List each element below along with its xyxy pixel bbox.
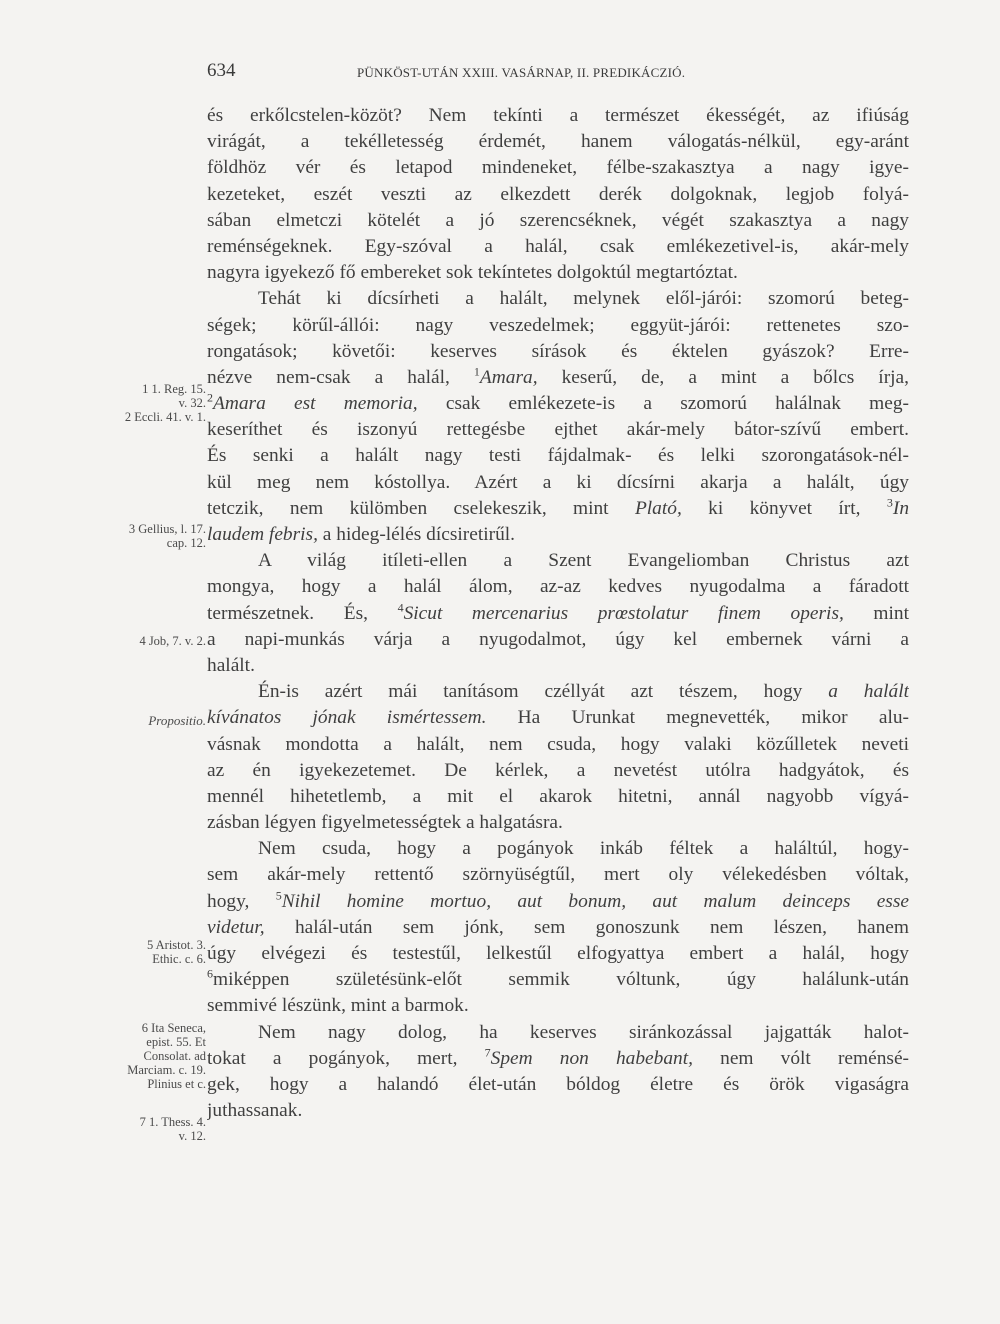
page-number: 634 xyxy=(207,60,236,81)
text-line: mongya, hogy a halál álom, az-az kedves nyugodalma a fáradott xyxy=(207,576,909,598)
text-line: és erkőlcstelen-közöt? Nem tekínti a természet ékességét, az ifiúság xyxy=(207,105,909,126)
text-line: mennél hihetetlemb, a mit el akarok hitetni, annál nagyobb vígyá- xyxy=(207,785,909,807)
footnote-ref: 7 xyxy=(484,1045,491,1060)
margin-note: 5 Aristot. 3. Ethic. c. 6. xyxy=(146,938,206,966)
text-line: laudem febris, a hideg-lélés dícsiretirűl. xyxy=(207,524,516,545)
text-line: kívánatos jónak ismértessem. Ha Urunkat megnevették, mikor alu- xyxy=(207,707,909,729)
footnote-ref: 2 xyxy=(207,391,213,405)
text-line: gek, hogy a halandó élet-után bóldog életre és örök vigaságra xyxy=(207,1073,909,1095)
text-line: sem akár-mely rettentő szörnyüségtűl, mert oly vélekedésben vóltak, xyxy=(207,864,909,886)
text-line: juthassanak. xyxy=(207,1100,303,1122)
text-line: Tehát ki dícsírheti a halált, melynek elől-járói: szomorú beteg- xyxy=(258,288,909,310)
text-line: $^6$miképpen születésünk-előt semmik vóltunk, úgy halálunk-után xyxy=(207,967,909,991)
footnote-ref: 5 xyxy=(275,888,282,903)
margin-note: 7 1. Thess. 4. v. 12. xyxy=(139,1115,206,1143)
footnote-ref: 3 xyxy=(886,495,893,510)
footnote-ref: 4 xyxy=(397,600,404,615)
text-line: És senki a halált nagy testi fájdalmak- és lelki szorongatások-nél- xyxy=(207,445,909,467)
text-line: reménségeknek. Egy-szóval a halál, csak emlékezetivel-is, akár-mely xyxy=(207,235,909,257)
text-line: a napi-munkás várja a nyugodalmot, úgy kel embernek várni a xyxy=(207,628,909,650)
text-line: kezeteket, eszét veszti az elkezdett derék dolgoknak, legjob folyá- xyxy=(207,183,909,205)
text-line: földhöz vér és letapod mindeneket, félbe-szakasztya a nagy igye- xyxy=(207,157,909,179)
text-line: Nem csuda, hogy a pogányok inkáb féltek a haláltúl, hogy- xyxy=(258,838,909,860)
text-line: rongatások; követői: keserves sírások és éktelen gyászok? Erre- xyxy=(207,340,909,362)
footnote-ref: 6 xyxy=(207,967,213,981)
text-line: nézve nem-csak a halál, $^1$Amara, keserű, de, a mint a bőlcs írja, xyxy=(207,364,909,388)
margin-note: 1 1. Reg. 15. v. 32. xyxy=(142,382,206,410)
text-line: kül meg nem kóstollya. Azért a ki dícsírni akarja a halált, úgy xyxy=(207,471,909,493)
margin-note: 4 Job, 7. v. 2. xyxy=(139,634,206,648)
text-line: az én igyekezetemet. De kérlek, a nevetést utólra hadgyátok, és xyxy=(207,759,909,781)
text-line: természetnek. És, $^4$Sicut mercenarius prœstolatur finem operis, mint xyxy=(207,600,909,624)
text-line: úgy elvégezi és testestűl, lelkestűl elfogyattya embert a halál, hogy xyxy=(207,943,909,964)
main-text xyxy=(207,103,909,1124)
margin-note: Propositio. xyxy=(148,713,206,728)
text-line: zásban légyen figyelmetességtek a halgatásra. xyxy=(207,812,563,834)
margin-note: 6 Ita Seneca, epist. 55. Et Consolat. ad Marciam. c. 19. Plinius et c. xyxy=(127,1021,206,1091)
text-line: nagyra igyekező fő embereket sok tekíntetes dolgoktúl megtartóztat. xyxy=(207,262,738,284)
footnote-ref: 1 xyxy=(473,364,480,379)
text-line: tokat a pogányok, mert, $^7$Spem non habebant, nem vólt reménsé- xyxy=(207,1045,909,1069)
text-line: vásnak mondotta a halált, nem csuda, hogy valaki közűlletek neveti xyxy=(207,733,909,755)
text-line: halált. xyxy=(207,654,255,676)
text-line: A világ itíleti-ellen a Szent Evangeliomban Christus azt xyxy=(258,550,909,572)
margin-note: 3 Gellius, l. 17. cap. 12. xyxy=(128,522,206,550)
text-line: hogy, $^5$Nihil homine mortuo, aut bonum, aut malum deinceps esse xyxy=(207,888,909,912)
text-line: Nem nagy dolog, ha keserves siránkozással jajgatták halot- xyxy=(258,1021,909,1043)
margin-note: 2 Eccli. 41. v. 1. xyxy=(124,410,206,424)
running-head: PÜNKÖST-UTÁN XXIII. VASÁRNAP, II. PREDIKÁCZIÓ. xyxy=(357,65,686,80)
text-line: ségek; körűl-állói: nagy veszedelmek; eggyüt-járói: rettenetes szo- xyxy=(207,314,909,336)
text-line: Én-is azért mái tanításom czéllyát azt tészem, hogy a halált xyxy=(258,681,909,703)
text-line: virágát, a tekélletesség érdemét, hanem válogatás-nélkül, egy-aránt xyxy=(207,131,909,153)
text-line: semmivé lészünk, mint a barmok. xyxy=(207,995,469,1017)
text-line: keseríthet és iszonyú rettegésbe ejthet akár-mely bátor-szívű embert. xyxy=(207,419,909,441)
text-line: sában elmetczi kötelét a jó szerencséknek, végét szakasztya a nagy xyxy=(207,209,909,231)
text-line: videtur, halál-után sem jónk, sem gonoszunk nem lészen, hanem xyxy=(207,916,909,938)
text-line: tetczik, nem külömben cselekeszik, mint Plató, ki könyvet írt, $^3$In xyxy=(207,495,909,519)
text-line: $^2$Amara est memoria, csak emlékezete-is a szomorú halálnak meg- xyxy=(207,391,909,415)
